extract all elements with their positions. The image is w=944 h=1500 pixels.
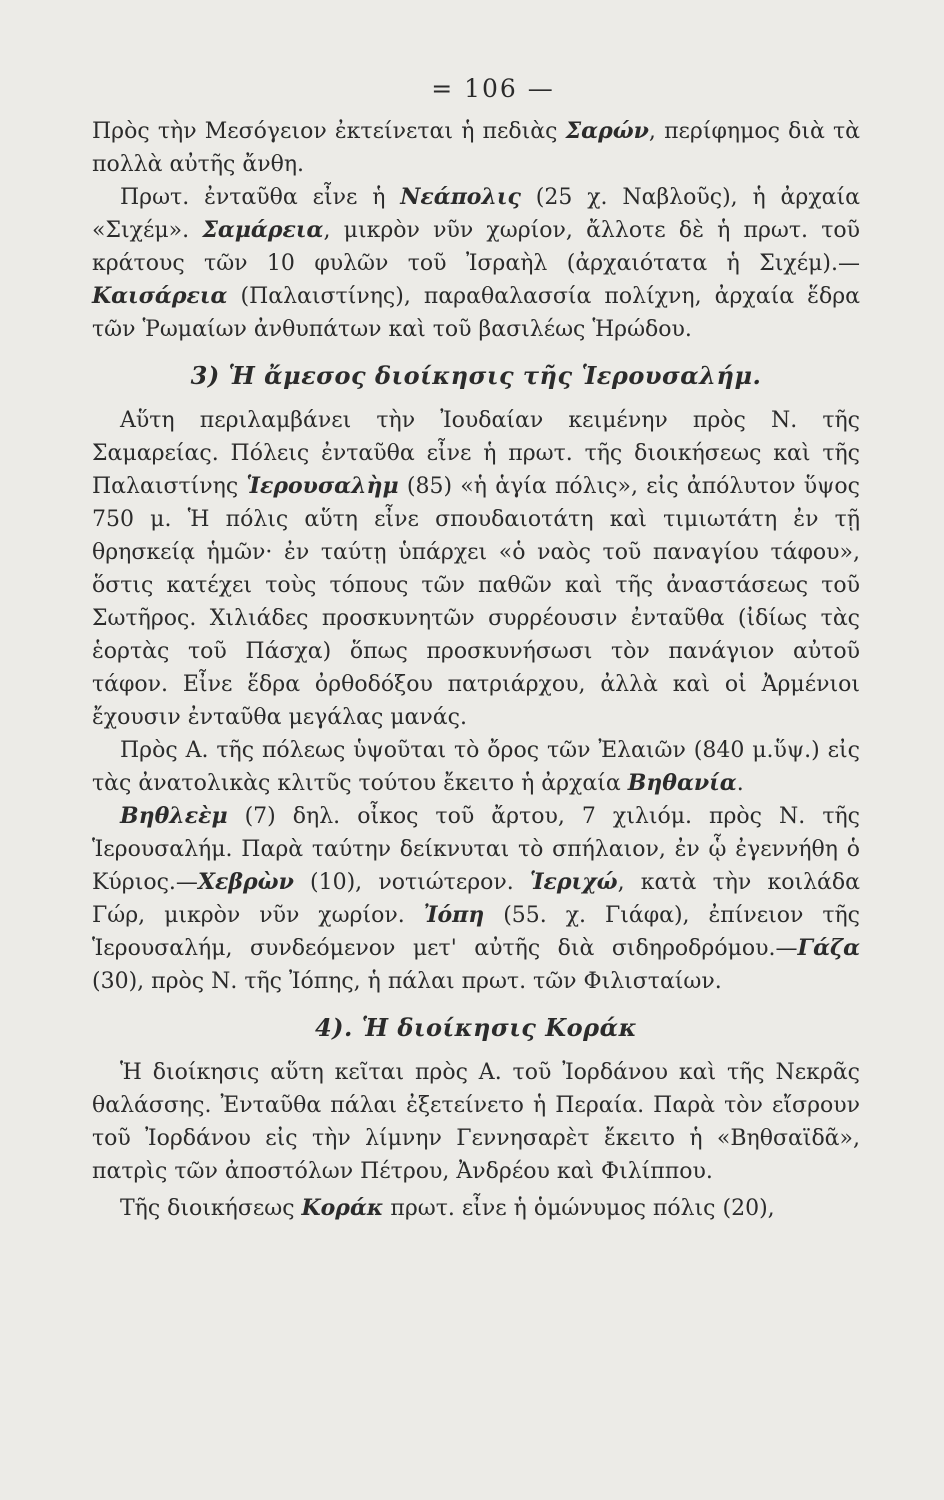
place-name: Ἱερουσαλὴμ [246, 473, 399, 499]
paragraph-saron [92, 115, 860, 181]
text: . [736, 771, 744, 796]
text: (10), νοτιώτερον. [293, 870, 530, 895]
text: , περίφημος διὰ τὰ πολλὰ αὐτῆς ἄνθη. [92, 119, 861, 177]
section-heading-4: 4). Ἡ διοίκησις Κοράκ [314, 1013, 638, 1042]
text: (55. χ. Γιάφα), ἐπίνειον τῆς Ἱερουσαλήμ, συνδεόμενον μετ' αὐτῆς διὰ σιδηροδρόμου.— [92, 903, 860, 961]
place-name: Νεάπολις [400, 184, 521, 210]
page-number: = 106 — [431, 74, 555, 103]
text: (30), πρὸς Ν. τῆς Ἰόπης, ἡ πάλαι πρωτ. τῶν Φιλισταίων. [92, 969, 722, 994]
place-name: Βηθλεὲμ [120, 803, 228, 829]
text: , μικρὸν νῦν χωρίον, ἄλλοτε δὲ ἡ πρωτ. τοῦ κράτους τῶν 10 φυλῶν τοῦ Ἰσραὴλ (ἀρχαιότατα ἡ Σιχέμ).— [92, 218, 860, 276]
section-heading-3: 3) Ἡ ἄμεσος διοίκησις τῆς Ἱερουσαλήμ. [190, 361, 762, 390]
paragraph-jerusalem [92, 404, 860, 734]
text: (7) δηλ. οἶκος τοῦ ἄρτου, 7 χιλιόμ. πρὸς Ν. τῆς Ἱερουσαλήμ. Παρὰ ταύτην δείκνυται τὸ σπήλαιον, ἐν ᾧ ἐγεννήθη ὁ Κύριος.— [92, 804, 860, 895]
place-name: Ἰόπη [423, 902, 485, 928]
text: (85) «ἡ ἁγία πόλις», εἰς ἀπόλυτον ὕψος 750 μ. Ἡ πόλις αὕτη εἶνε σπουδαιοτάτη καὶ τιμιωτάτη ἐν τῇ θρησκείᾳ ἡμῶν· ἐν ταύτῃ ὑπάρχει «ὁ ναὸς τοῦ παναγίου τάφου», ὅστις κατέχει τοὺς τόπους τῶν παθῶν καὶ τῆς ἀναστάσεως τοῦ Σωτῆρος. Χιλιάδες προσκυνητῶν συρρέουσιν ἐνταῦθα (ἰδίως τὰς ἑορτὰς τοῦ Πάσχα) ὅπως προσκυνήσωσι τὸν πανάγιον αὐτοῦ τάφον. Εἶνε ἕδρα ὀρθοδόξου πατριάρχου, ἀλλὰ καὶ οἱ Ἀρμένιοι ἔχουσιν ἐνταῦθα μεγάλας μανάς. [92, 474, 860, 730]
paragraph-olives [92, 734, 860, 800]
place-name: Ἱεριχώ [529, 869, 618, 895]
paragraph-bethlehem [92, 800, 860, 998]
place-name: Χεβρὼν [197, 869, 294, 895]
text: , κατὰ τὴν κοιλάδα Γώρ, μικρὸν νῦν χωρίον. [92, 870, 860, 928]
text: Πρωτ. ἐνταῦθα εἶνε ἡ [120, 185, 401, 210]
text: (Παλαιστίνης), παραθαλασσία πολίχνη, ἀρχαία ἕδρα τῶν Ῥωμαίων ἀνθυπάτων καὶ τοῦ βασιλέως Ἡρώδου. [92, 284, 860, 342]
paragraph-korak [92, 1056, 860, 1188]
place-name: Καισάρεια [92, 283, 228, 309]
paragraph-korak-capital [92, 1192, 860, 1225]
text: Ἡ διοίκησις αὕτη κεῖται πρὸς Α. τοῦ Ἰορδάνου καὶ τῆς Νεκρᾶς θαλάσσης. Ἐνταῦθα πάλαι ἐξετείνετο ἡ Περαία. Παρὰ τὸν εἴσρουν τοῦ Ἰορδάνου εἰς τὴν λίμνην Γεννησαρὲτ ἔκειτο ἡ «Βηθσαϊδᾶ», πατρὶς τῶν ἀποστόλων Πέτρου, Ἀνδρέου καὶ Φιλίππου. [92, 1060, 860, 1184]
place-name: Βηθανία [627, 770, 737, 796]
text: πρωτ. εἶνε ἡ ὁμώνυμος πόλις (20), [383, 1196, 775, 1221]
text: Αὕτη περιλαμβάνει τὴν Ἰουδαίαν κειμένην πρὸς Ν. τῆς Σαμαρείας. Πόλεις ἐνταῦθα εἶνε ἡ πρωτ. τῆς διοικήσεως καὶ τῆς Παλαιστίνης [92, 408, 860, 499]
paragraph-neapolis [92, 181, 860, 346]
text: Πρὸς τὴν Μεσόγειον ἐκτείνεται ἡ πεδιὰς [92, 119, 566, 144]
place-name: Σαρών [565, 118, 649, 144]
place-name: Γάζα [797, 935, 860, 961]
place-name: Κοράκ [301, 1195, 384, 1221]
text: Τῆς διοικήσεως [120, 1196, 302, 1221]
text: Πρὸς Α. τῆς πόλεως ὑψοῦται τὸ ὄρος τῶν Ἐλαιῶν (840 μ.ὕψ.) εἰς τὰς ἀνατολικὰς κλιτῦς τούτου ἔκειτο ἡ ἀρχαία [92, 738, 860, 796]
text: (25 χ. Ναβλοῦς), ἡ ἀρχαία «Σιχέμ». [92, 185, 861, 243]
place-name: Σαμάρεια [202, 217, 324, 243]
